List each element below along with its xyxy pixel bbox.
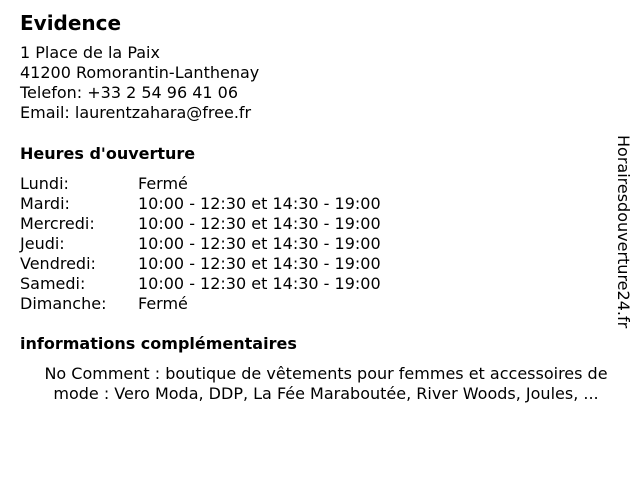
day-hours: 10:00 - 12:30 et 14:30 - 19:00 [138,234,381,253]
day-hours: Fermé [138,174,188,193]
site-watermark: Horairesdouverture24.fr [614,135,633,329]
hours-row-saturday [20,274,381,294]
info-heading: informations complémentaires [20,334,297,353]
hours-row-sunday [20,294,381,314]
opening-hours-table [20,174,381,314]
hours-row-monday [20,174,381,194]
hours-row-thursday [20,234,381,254]
hours-row-wednesday [20,214,381,234]
info-description: No Comment : boutique de vêtements pour femmes et accessoires de mode : Vero Moda, DDP, La Fée Maraboutée, River Woods, Joules, ... [44,364,608,403]
hours-row-friday [20,254,381,274]
day-label: Lundi: [20,174,69,193]
day-hours: 10:00 - 12:30 et 14:30 - 19:00 [138,274,381,293]
phone-line: Telefon: +33 2 54 96 41 06 [20,83,239,102]
day-label: Samedi: [20,274,86,293]
day-hours: Fermé [138,294,188,313]
day-label: Mercredi: [20,214,95,233]
day-label: Jeudi: [20,234,65,253]
day-hours: 10:00 - 12:30 et 14:30 - 19:00 [138,214,381,233]
day-label: Dimanche: [20,294,107,313]
hours-row-tuesday [20,194,381,214]
store-address [20,43,259,123]
address-line-city: 41200 Romorantin-Lanthenay [20,63,260,82]
day-label: Vendredi: [20,254,96,273]
day-hours: 10:00 - 12:30 et 14:30 - 19:00 [138,194,381,213]
address-line-street: 1 Place de la Paix [20,43,160,62]
store-name: Evidence [20,11,122,35]
email-line: Email: laurentzahara@free.fr [20,103,252,122]
hours-heading: Heures d'ouverture [20,144,196,163]
day-label: Mardi: [20,194,70,213]
day-hours: 10:00 - 12:30 et 14:30 - 19:00 [138,254,381,273]
